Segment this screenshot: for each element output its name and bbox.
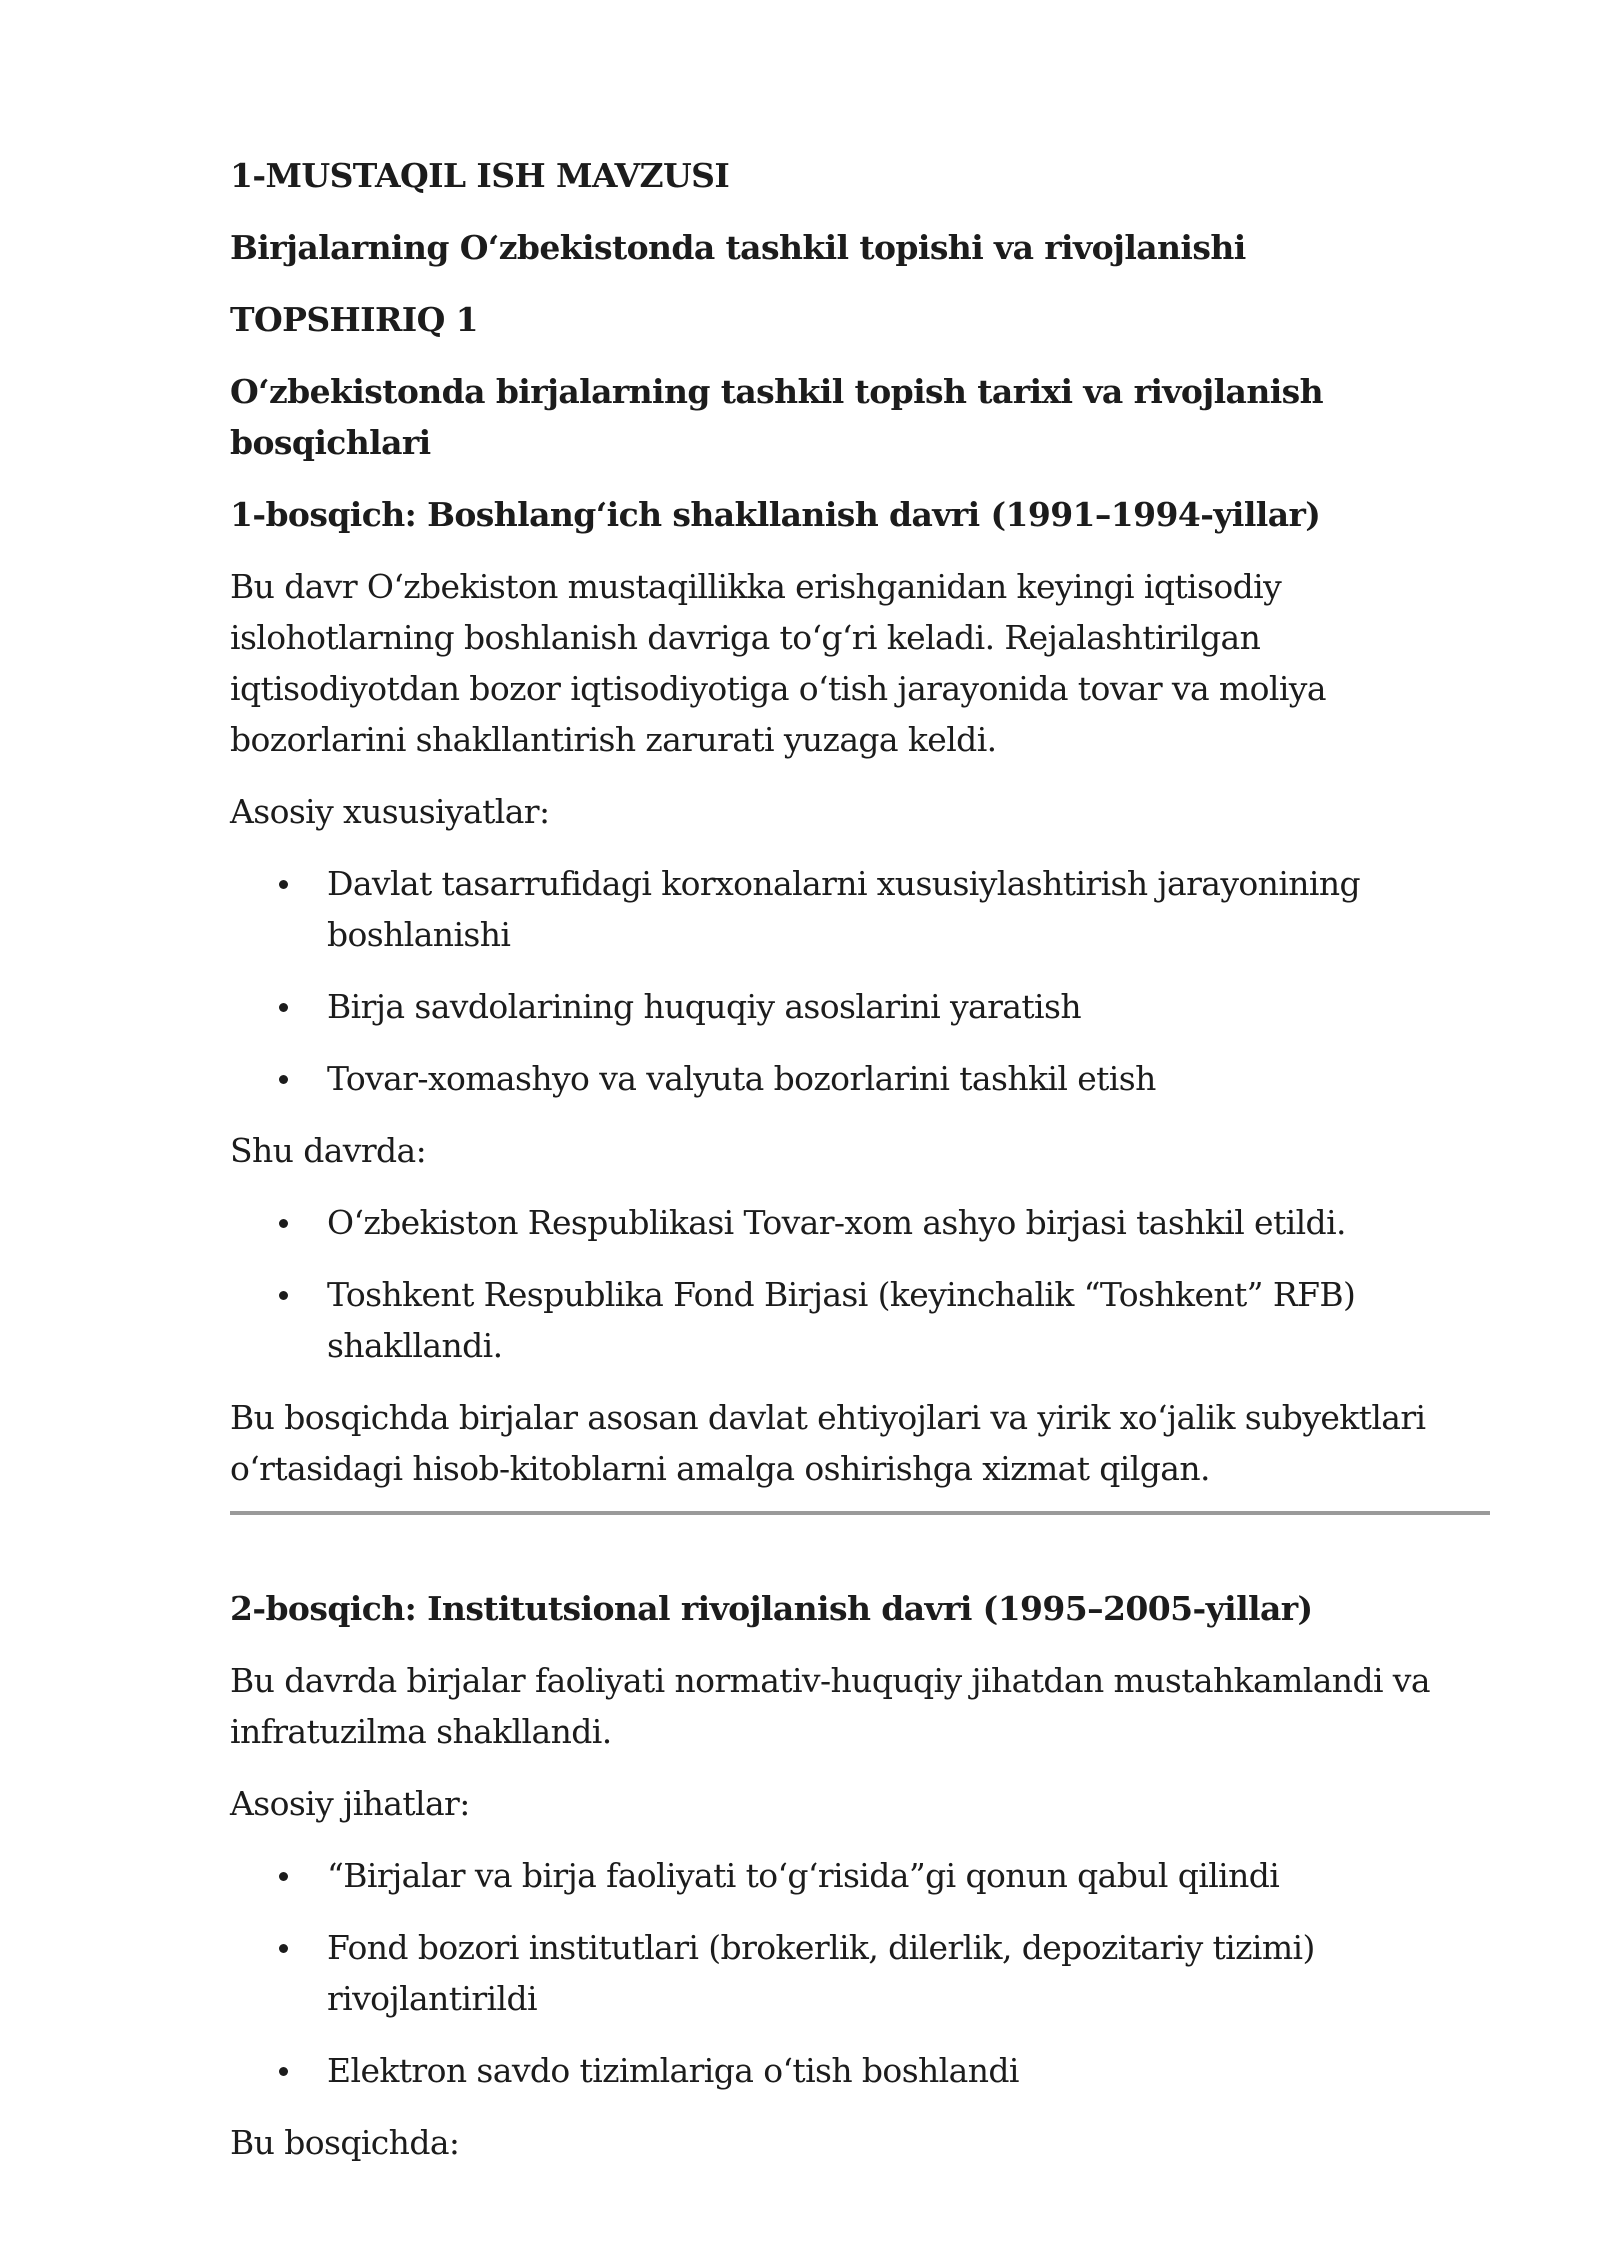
list-item-text: “Birjalar va birja faoliyati to‘g‘risida”gi qonun qabul qilindi [327,1856,1280,1895]
stage1-conclusion: Bu bosqichda birjalar asosan davlat ehtiyojlari va yirik xo‘jalik subyektlari o‘rtasidagi hisob-kitoblarni amalga oshirishga xizmat qilgan. [230,1398,1426,1488]
stage1-intro: Bu davr O‘zbekiston mustaqillikka erishganidan keyingi iqtisodiy islohotlarning boshlanish davriga to‘g‘ri keladi. Rejalashtirilgan iqtisodiyotdan bozor iqtisodiyotiga o‘tish jarayonida tovar va moliya bozorlarini shakllantirish zarurati yuzaga keldi. [230,567,1326,759]
stage1-period-label: Shu davrda: [230,1131,427,1170]
stage2-aspects-label: Asosiy jihatlar: [230,1784,470,1823]
bullet-icon [279,1291,288,1300]
stage1-features-list [230,858,1490,1104]
bullet-icon [279,880,288,889]
stage2-title: 2-bosqich: Institutsional rivojlanish davri (1995–2005-yillar) [230,1589,1313,1628]
list-item [230,981,1490,1032]
bullet-icon [279,1872,288,1881]
list-item-text: Toshkent Respublika Fond Birjasi (keyinchalik “Toshkent” RFB) shakllandi. [327,1275,1356,1365]
list-item [230,1850,1490,1901]
stage2-aspects-list [230,1850,1490,2096]
stage2-intro: Bu davrda birjalar faoliyati normativ-huquqiy jihatdan mustahkamlandi va infratuzilma shakllandi. [230,1661,1430,1751]
list-item-text: Davlat tasarrufidagi korxonalarni xususiylashtirish jarayonining boshlanishi [327,864,1361,954]
list-item [230,858,1490,960]
stage1-title: 1-bosqich: Boshlang‘ich shakllanish davri (1991–1994-yillar) [230,495,1321,534]
list-item-text: O‘zbekiston Respublikasi Tovar-xom ashyo birjasi tashkil etildi. [327,1203,1346,1242]
list-item [230,2045,1490,2096]
stage2-stage-label: Bu bosqichda: [230,2123,460,2162]
bullet-icon [279,1075,288,1084]
list-item [230,1269,1490,1371]
list-item-text: Elektron savdo tizimlariga o‘tish boshlandi [327,2051,1019,2090]
document-page [230,150,1490,2189]
list-item-text: Tovar-xomashyo va valyuta bozorlarini tashkil etish [327,1059,1156,1098]
task-label: TOPSHIRIQ 1 [230,300,479,339]
task-title: O‘zbekistonda birjalarning tashkil topish tarixi va rivojlanish bosqichlari [230,372,1324,462]
list-item [230,1197,1490,1248]
section-divider [230,1511,1490,1515]
bullet-icon [279,1219,288,1228]
list-item [230,1053,1490,1104]
list-item [230,1922,1490,2024]
bullet-icon [279,2067,288,2076]
stage1-features-label: Asosiy xususiyatlar: [230,792,550,831]
list-item-text: Fond bozori institutlari (brokerlik, dilerlik, depozitariy tizimi) rivojlantirildi [327,1928,1315,2018]
list-item-text: Birja savdolarining huquqiy asoslarini yaratish [327,987,1081,1026]
topic-label: 1-MUSTAQIL ISH MAVZUSI [230,156,730,195]
bullet-icon [279,1944,288,1953]
topic-title: Birjalarning O‘zbekistonda tashkil topishi va rivojlanishi [230,228,1246,267]
stage1-period-list [230,1197,1490,1371]
bullet-icon [279,1003,288,1012]
